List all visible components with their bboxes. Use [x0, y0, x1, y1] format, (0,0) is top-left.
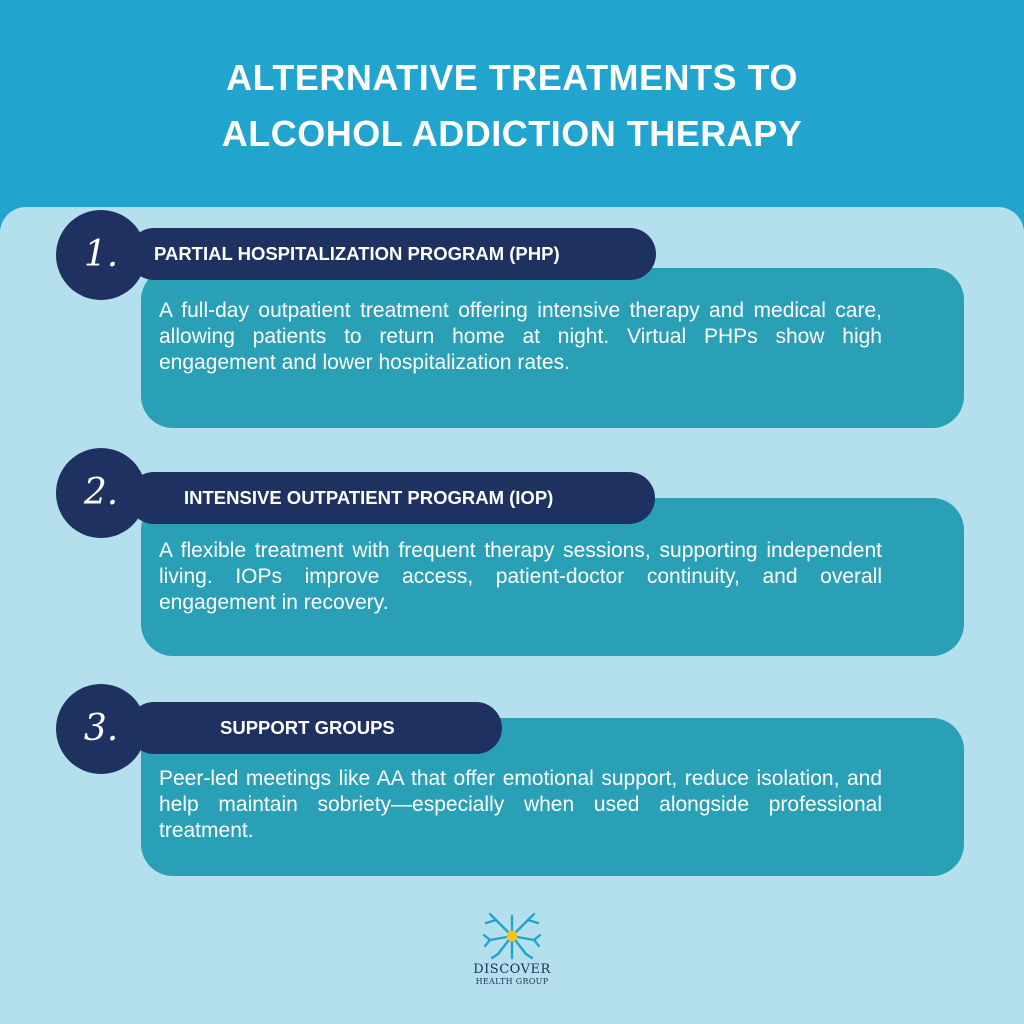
item-1-heading-pill	[128, 228, 656, 280]
item-2-heading: INTENSIVE OUTPATIENT PROGRAM (IOP)	[184, 487, 554, 508]
item-1-description-card	[141, 268, 964, 428]
item-2-number: 2.	[83, 472, 119, 513]
logo-name: DISCOVER	[473, 962, 551, 977]
item-1-number: 1.	[83, 234, 119, 275]
item-3-number-badge	[56, 684, 146, 774]
page-title-line-1: ALTERNATIVE TREATMENTS TO	[226, 57, 798, 98]
item-3-heading: SUPPORT GROUPS	[220, 717, 395, 738]
page-title-line-2: ALCOHOL ADDICTION THERAPY	[221, 113, 803, 154]
logo-subtitle: HEALTH GROUP	[475, 977, 549, 986]
item-1-number-badge	[56, 210, 146, 300]
item-3-number: 3.	[83, 708, 119, 749]
item-1-heading: PARTIAL HOSPITALIZATION PROGRAM (PHP)	[154, 243, 560, 264]
item-2-heading-pill	[128, 472, 655, 524]
item-3-description: Peer-led meetings like AA that offer emotional support, reduce isolation, and help maintain sobriety—especially when used alongside professional treatment.	[159, 767, 882, 842]
item-2-number-badge	[56, 448, 146, 538]
logo	[437, 912, 587, 987]
page-title	[0, 50, 1024, 162]
item-2-description: A flexible treatment with frequent therapy sessions, supporting independent living. IOPs improve access, patient-doctor continuity, and overall engagement in recovery.	[159, 539, 882, 614]
item-1-description: A full-day outpatient treatment offering intensive therapy and medical care, allowing patients to return home at night. Virtual PHPs show high engagement and lower hospitalization rates.	[159, 299, 882, 374]
neuron-icon	[482, 912, 542, 960]
item-3-heading-pill	[128, 702, 502, 754]
